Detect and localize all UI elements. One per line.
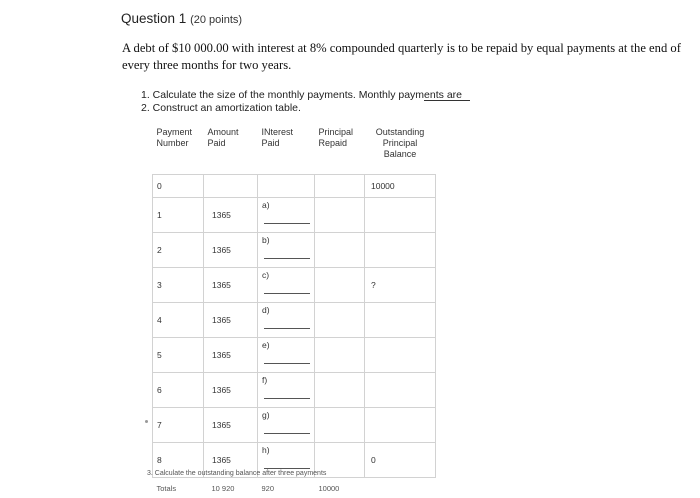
- cell-payment-number: 8: [153, 443, 204, 478]
- interest-blank-label: f): [262, 375, 267, 385]
- table-row: [153, 268, 436, 303]
- interest-blank-label: e): [262, 340, 270, 350]
- cell-amount-paid: 1365: [204, 268, 258, 303]
- cell-outstanding-balance[interactable]: [365, 338, 436, 373]
- monthly-payment-answer-blank[interactable]: [424, 100, 470, 101]
- cell-amount-paid: 1365: [204, 303, 258, 338]
- header-payment-number: Payment Number: [153, 124, 204, 175]
- header-interest-paid: INterest Paid: [258, 124, 315, 175]
- cell-interest-paid[interactable]: [258, 233, 315, 268]
- bullet-dot: [145, 420, 148, 423]
- cell-principal-repaid[interactable]: [315, 268, 365, 303]
- table-row: [153, 175, 436, 198]
- cell-amount-paid: 1365: [204, 408, 258, 443]
- cell-amount-paid: 1365: [204, 443, 258, 478]
- cell-interest-paid: [258, 175, 315, 198]
- cell-outstanding-balance: 0: [365, 443, 436, 478]
- question-title-text: Question 1: [121, 11, 186, 26]
- table-row: [153, 233, 436, 268]
- cell-outstanding-balance[interactable]: [365, 198, 436, 233]
- interest-blank-label: a): [262, 200, 270, 210]
- task-list: [141, 89, 462, 115]
- cell-amount-paid: 1365: [204, 198, 258, 233]
- cell-outstanding-balance: 10000: [365, 175, 436, 198]
- cell-outstanding-balance[interactable]: [365, 408, 436, 443]
- table-row: [153, 303, 436, 338]
- question-points: (20 points): [190, 14, 242, 26]
- cell-outstanding-balance[interactable]: [365, 303, 436, 338]
- cell-principal-repaid[interactable]: [315, 233, 365, 268]
- cell-principal-repaid: [315, 175, 365, 198]
- cell-principal-repaid[interactable]: [315, 408, 365, 443]
- cell-amount-paid: 1365: [204, 338, 258, 373]
- cell-payment-number: 1: [153, 198, 204, 233]
- cell-amount-paid: 1365: [204, 373, 258, 408]
- totals-label: Totals: [153, 478, 204, 498]
- table-row: [153, 373, 436, 408]
- interest-answer-blank[interactable]: [264, 468, 310, 469]
- interest-answer-blank[interactable]: [264, 433, 310, 434]
- task-1-text: 1. Calculate the size of the monthly payments. Monthly payments are: [141, 89, 462, 102]
- totals-row: [153, 478, 436, 498]
- cell-interest-paid[interactable]: [258, 268, 315, 303]
- interest-answer-blank[interactable]: [264, 398, 310, 399]
- cell-interest-paid[interactable]: [258, 198, 315, 233]
- table-row: [153, 338, 436, 373]
- totals-empty-cell: [365, 478, 436, 498]
- interest-blank-label: b): [262, 235, 270, 245]
- header-amount-paid: Amount Paid: [204, 124, 258, 175]
- cell-interest-paid[interactable]: [258, 373, 315, 408]
- totals-principal-repaid: 10000: [315, 478, 365, 498]
- cell-payment-number: 7: [153, 408, 204, 443]
- interest-blank-label: g): [262, 410, 270, 420]
- cell-principal-repaid[interactable]: [315, 373, 365, 408]
- interest-answer-blank[interactable]: [264, 293, 310, 294]
- totals-interest-paid: 920: [258, 478, 315, 498]
- header-outstanding-balance: Outstanding Principal Balance: [365, 124, 436, 175]
- cell-outstanding-balance[interactable]: ?: [365, 268, 436, 303]
- cell-payment-number: 5: [153, 338, 204, 373]
- cell-amount-paid: 1365: [204, 233, 258, 268]
- cell-payment-number: 0: [153, 175, 204, 198]
- interest-answer-blank[interactable]: [264, 328, 310, 329]
- totals-amount-paid: 10 920: [204, 478, 258, 498]
- task-2-text: 2. Construct an amortization table.: [141, 102, 462, 115]
- cell-payment-number: 2: [153, 233, 204, 268]
- table-header-row: [153, 124, 436, 175]
- interest-blank-label: d): [262, 305, 270, 315]
- cell-payment-number: 3: [153, 268, 204, 303]
- cell-principal-repaid[interactable]: [315, 303, 365, 338]
- cell-payment-number: 4: [153, 303, 204, 338]
- interest-answer-blank[interactable]: [264, 223, 310, 224]
- interest-answer-blank[interactable]: [264, 363, 310, 364]
- question-title: [121, 11, 242, 26]
- interest-blank-label: c): [262, 270, 269, 280]
- cell-principal-repaid[interactable]: [315, 198, 365, 233]
- cell-outstanding-balance[interactable]: [365, 233, 436, 268]
- cell-payment-number: 6: [153, 373, 204, 408]
- cell-principal-repaid[interactable]: [315, 338, 365, 373]
- amortization-table: [152, 124, 435, 460]
- cell-interest-paid[interactable]: [258, 303, 315, 338]
- interest-blank-label: h): [262, 445, 270, 455]
- cell-interest-paid[interactable]: [258, 338, 315, 373]
- header-principal-repaid: Principal Repaid: [315, 124, 365, 175]
- task-3-text: 3. Calculate the outstanding balance after three payments: [147, 470, 326, 477]
- cell-interest-paid[interactable]: [258, 408, 315, 443]
- cell-amount-paid: [204, 175, 258, 198]
- table-row: [153, 408, 436, 443]
- problem-statement: A debt of $10 000.00 with interest at 8% compounded quarterly is to be repaid by equal payments at the end of every three months for two years.: [122, 40, 692, 74]
- interest-answer-blank[interactable]: [264, 258, 310, 259]
- cell-outstanding-balance[interactable]: [365, 373, 436, 408]
- table-row: [153, 198, 436, 233]
